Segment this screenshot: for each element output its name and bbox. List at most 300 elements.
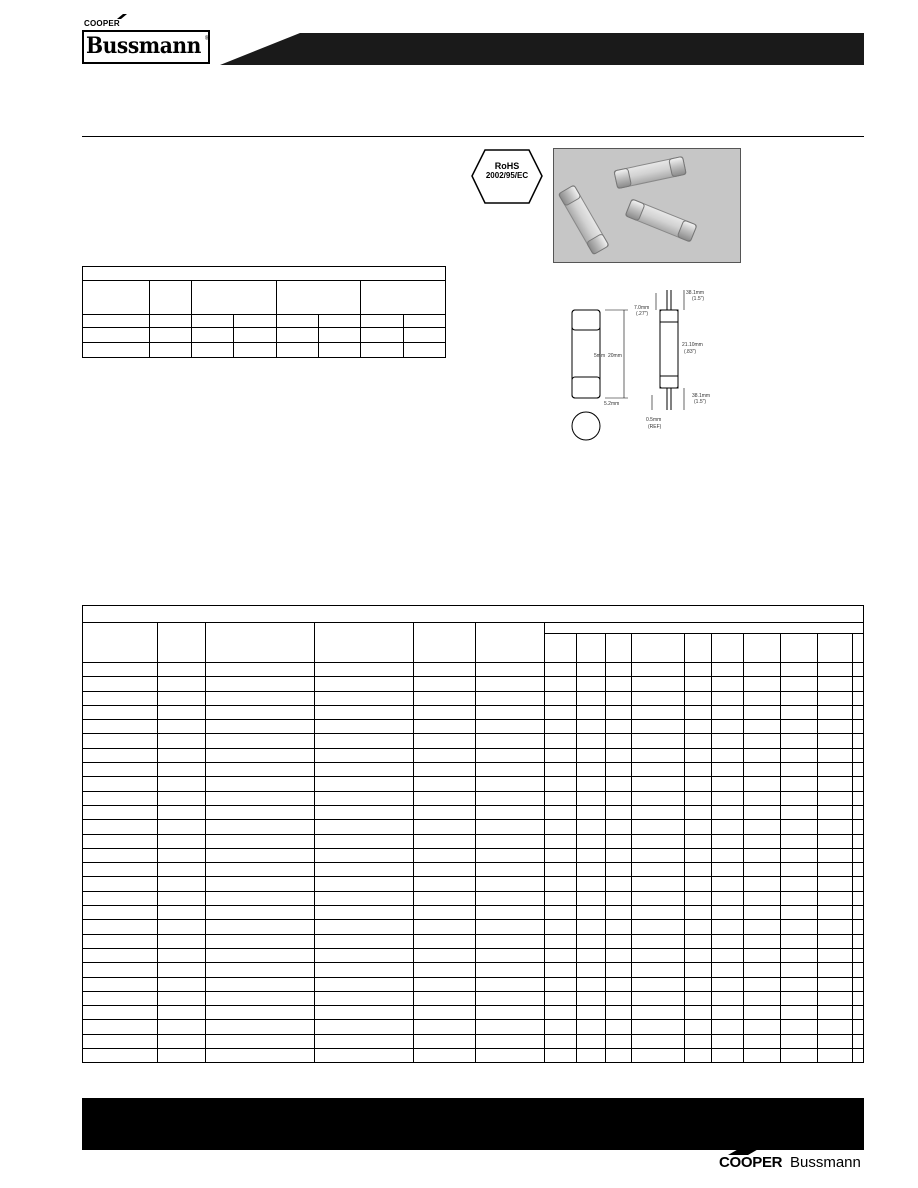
table-row <box>83 343 446 358</box>
table-cell <box>632 663 685 677</box>
table-cell <box>414 834 476 848</box>
table-cell <box>315 863 414 877</box>
table-cell <box>158 805 206 819</box>
table-header-cell <box>606 634 632 663</box>
table-cell <box>606 1020 632 1034</box>
table-cell <box>158 820 206 834</box>
table-cell <box>712 891 744 905</box>
table-cell <box>577 963 606 977</box>
table-cell <box>577 763 606 777</box>
table-cell <box>818 948 853 962</box>
table-cell <box>818 805 853 819</box>
table-cell <box>853 705 864 719</box>
table-cell <box>83 820 158 834</box>
table-cell <box>606 691 632 705</box>
table-cell <box>414 948 476 962</box>
table-cell <box>685 805 712 819</box>
table-cell <box>315 977 414 991</box>
table-cell <box>606 963 632 977</box>
table-cell <box>818 748 853 762</box>
table-cell <box>315 677 414 691</box>
table-cell <box>685 763 712 777</box>
table-cell <box>545 977 577 991</box>
table-cell <box>545 677 577 691</box>
brand-cooper-small: COOPER <box>84 19 120 28</box>
table-cell <box>632 906 685 920</box>
table-cell <box>685 906 712 920</box>
table-cell <box>414 691 476 705</box>
table-cell <box>606 705 632 719</box>
table-cell <box>744 934 781 948</box>
table-cell <box>476 877 545 891</box>
table-cell <box>315 1034 414 1048</box>
table-cell <box>853 820 864 834</box>
table-cell <box>158 691 206 705</box>
table-cell <box>158 920 206 934</box>
table-cell <box>606 663 632 677</box>
table-cell <box>577 977 606 991</box>
table-cell <box>685 691 712 705</box>
table-cell <box>744 948 781 962</box>
table-cell <box>414 805 476 819</box>
table-cell <box>744 891 781 905</box>
table-header-cell <box>545 634 577 663</box>
table-cell <box>158 906 206 920</box>
table-cell <box>158 1049 206 1063</box>
table-cell <box>414 1020 476 1034</box>
table-cell <box>606 763 632 777</box>
table-cell <box>853 763 864 777</box>
table-cell <box>781 777 818 791</box>
table-cell <box>315 934 414 948</box>
table-row <box>83 991 864 1005</box>
table-cell <box>315 963 414 977</box>
table-cell <box>606 863 632 877</box>
table-cell <box>606 920 632 934</box>
table-cell <box>712 948 744 962</box>
table-cell <box>206 805 315 819</box>
table-cell <box>685 1006 712 1020</box>
table-cell <box>414 963 476 977</box>
table-cell <box>853 677 864 691</box>
table-cell <box>712 977 744 991</box>
table-cell <box>206 763 315 777</box>
table-cell <box>577 805 606 819</box>
table-cell <box>685 677 712 691</box>
table-cell <box>545 834 577 848</box>
table-cell <box>206 777 315 791</box>
table-row <box>83 863 864 877</box>
table-cell <box>315 805 414 819</box>
table-cell <box>83 848 158 862</box>
table-cell <box>744 748 781 762</box>
table-cell <box>83 677 158 691</box>
table-cell <box>781 677 818 691</box>
table-cell <box>781 834 818 848</box>
table-cell <box>315 820 414 834</box>
table-cell <box>158 705 206 719</box>
table-cell <box>606 805 632 819</box>
table-cell <box>476 906 545 920</box>
table-cell <box>83 1020 158 1034</box>
table-title-cell <box>83 606 864 623</box>
table-cell <box>853 977 864 991</box>
dim-wire: 0.5mm <box>646 417 662 423</box>
table-cell <box>545 734 577 748</box>
table-cell <box>206 748 315 762</box>
dim-body: 20mm <box>608 353 622 359</box>
table-cell <box>685 820 712 834</box>
table-row <box>83 705 864 719</box>
table-cell <box>712 1020 744 1034</box>
table-cell <box>414 906 476 920</box>
table-cell <box>606 677 632 691</box>
table-cell <box>315 748 414 762</box>
table-row <box>83 328 446 343</box>
table-cell <box>818 906 853 920</box>
table-cell <box>476 805 545 819</box>
table-cell <box>632 691 685 705</box>
table-cell <box>712 663 744 677</box>
table-cell <box>781 663 818 677</box>
table-header-cell <box>712 634 744 663</box>
table-cell <box>712 691 744 705</box>
table-cell <box>781 948 818 962</box>
table-header-cell <box>545 623 864 634</box>
table-cell <box>83 1049 158 1063</box>
table-cell <box>83 748 158 762</box>
table-cell <box>206 920 315 934</box>
table-cell <box>818 777 853 791</box>
footer-brand-bussmann: Bussmann <box>790 1154 861 1171</box>
table-cell <box>853 963 864 977</box>
table-cell <box>158 963 206 977</box>
table-cell <box>685 1020 712 1034</box>
table-cell <box>781 906 818 920</box>
table-cell <box>818 1006 853 1020</box>
table-cell <box>577 777 606 791</box>
table-cell <box>818 705 853 719</box>
table-cell <box>685 1034 712 1048</box>
table-cell <box>781 1034 818 1048</box>
table-cell <box>606 877 632 891</box>
table-cell <box>606 848 632 862</box>
table-cell <box>206 877 315 891</box>
table-cell <box>853 691 864 705</box>
table-cell <box>818 763 853 777</box>
table-cell <box>315 720 414 734</box>
rohs-badge-directive: 2002/95/EC <box>485 171 529 180</box>
table-cell <box>315 948 414 962</box>
table-cell <box>206 1049 315 1063</box>
table-cell <box>606 834 632 848</box>
table-cell <box>315 920 414 934</box>
table-cell <box>545 763 577 777</box>
table-header-cell <box>744 634 781 663</box>
dim-diameter: 5.2mm <box>604 401 620 407</box>
table-cell <box>158 791 206 805</box>
table-cell <box>315 763 414 777</box>
table-cell <box>744 1034 781 1048</box>
table-cell <box>414 777 476 791</box>
table-cell <box>83 734 158 748</box>
table-cell <box>414 991 476 1005</box>
table-cell <box>632 777 685 791</box>
table-cell <box>685 791 712 805</box>
table-cell <box>545 705 577 719</box>
table-cell <box>853 720 864 734</box>
table-cell <box>414 734 476 748</box>
table-header-cell <box>315 623 414 663</box>
table-cell <box>632 1006 685 1020</box>
table-cell <box>545 891 577 905</box>
table-cell <box>476 748 545 762</box>
table-cell <box>818 848 853 862</box>
table-cell <box>414 1006 476 1020</box>
table-cell <box>577 920 606 934</box>
dim-body-mm: 5mm <box>594 353 606 359</box>
table-cell <box>632 763 685 777</box>
table-cell <box>606 977 632 991</box>
table-cell <box>853 663 864 677</box>
table-cell <box>577 734 606 748</box>
table-header-cell <box>83 281 150 315</box>
table-cell <box>315 848 414 862</box>
table-cell <box>158 891 206 905</box>
table-cell <box>206 834 315 848</box>
table-cell <box>818 834 853 848</box>
table-cell <box>632 877 685 891</box>
table-cell <box>606 1034 632 1048</box>
table-cell <box>712 934 744 948</box>
table-cell <box>315 891 414 905</box>
table-cell <box>83 791 158 805</box>
table-cell <box>206 991 315 1005</box>
table-cell <box>853 948 864 962</box>
table-cell <box>476 948 545 962</box>
table-row <box>83 906 864 920</box>
table-header-cell <box>476 623 545 663</box>
table-cell <box>853 991 864 1005</box>
table-cell <box>781 691 818 705</box>
table-cell <box>712 848 744 862</box>
table-cell <box>476 1006 545 1020</box>
table-cell <box>414 748 476 762</box>
table-cell <box>685 705 712 719</box>
table-cell <box>206 691 315 705</box>
table-cell <box>781 977 818 991</box>
table-cell <box>744 863 781 877</box>
table-cell <box>632 963 685 977</box>
table-header-cell <box>361 281 446 315</box>
table-cell <box>545 663 577 677</box>
table-cell <box>83 663 158 677</box>
table-cell <box>414 877 476 891</box>
table-cell <box>685 834 712 848</box>
table-header-cell <box>158 623 206 663</box>
table-cell <box>83 863 158 877</box>
table-row <box>83 748 864 762</box>
table-cell <box>83 877 158 891</box>
table-cell <box>315 663 414 677</box>
table-row <box>83 963 864 977</box>
table-cell <box>606 891 632 905</box>
table-cell <box>712 1006 744 1020</box>
table-cell <box>818 734 853 748</box>
table-cell <box>158 777 206 791</box>
brand-registered-mark: ® <box>205 36 210 42</box>
table-cell <box>83 720 158 734</box>
table-row <box>83 834 864 848</box>
table-cell <box>315 991 414 1005</box>
table-cell <box>712 963 744 977</box>
table-cell <box>206 720 315 734</box>
table-row <box>83 848 864 862</box>
dim-bottom-lead-inch: (1.5") <box>694 399 707 405</box>
table-cell <box>83 977 158 991</box>
table-cell <box>818 891 853 905</box>
table-cell <box>476 920 545 934</box>
table-cell <box>744 963 781 977</box>
table-cell <box>853 1006 864 1020</box>
table-cell <box>685 891 712 905</box>
table-cell <box>545 720 577 734</box>
table-cell <box>476 777 545 791</box>
agency-ratings-table <box>82 266 446 358</box>
table-cell <box>83 1006 158 1020</box>
table-cell <box>712 834 744 848</box>
table-cell <box>606 777 632 791</box>
table-cell <box>476 691 545 705</box>
table-cell <box>315 877 414 891</box>
table-cell <box>744 877 781 891</box>
dim-top-lead: 38.1mm <box>686 290 705 296</box>
table-cell <box>158 863 206 877</box>
table-cell <box>781 1049 818 1063</box>
table-header-cell <box>206 623 315 663</box>
table-row <box>83 1049 864 1063</box>
table-cell <box>781 1006 818 1020</box>
table-cell <box>158 663 206 677</box>
table-cell <box>781 991 818 1005</box>
table-cell <box>606 820 632 834</box>
dim-total: 21.10mm <box>682 342 703 348</box>
table-cell <box>545 791 577 805</box>
table-cell <box>744 691 781 705</box>
table-cell <box>206 906 315 920</box>
table-cell <box>632 1049 685 1063</box>
table-cell <box>414 720 476 734</box>
table-header-cell <box>149 281 191 315</box>
table-cell <box>685 934 712 948</box>
table-cell <box>83 763 158 777</box>
table-cell <box>545 1049 577 1063</box>
table-cell <box>818 877 853 891</box>
table-header-cell <box>577 634 606 663</box>
table-cell <box>712 863 744 877</box>
table-cell <box>577 677 606 691</box>
table-cell <box>476 720 545 734</box>
table-row <box>83 1034 864 1048</box>
table-cell <box>853 1049 864 1063</box>
table-cell <box>476 977 545 991</box>
table-cell <box>781 963 818 977</box>
table-cell <box>476 934 545 948</box>
table-cell <box>632 720 685 734</box>
table-cell <box>206 863 315 877</box>
table-cell <box>577 834 606 848</box>
table-cell <box>685 848 712 862</box>
table-cell <box>158 1034 206 1048</box>
table-cell <box>744 663 781 677</box>
table-cell <box>476 820 545 834</box>
table-header-cell <box>632 634 685 663</box>
table-cell <box>577 891 606 905</box>
table-cell <box>476 834 545 848</box>
table-cell <box>712 991 744 1005</box>
table-cell <box>781 791 818 805</box>
table-cell <box>545 1034 577 1048</box>
table-cell <box>632 1020 685 1034</box>
table-cell <box>781 705 818 719</box>
table-cell <box>712 920 744 934</box>
table-cell <box>206 948 315 962</box>
table-cell <box>853 877 864 891</box>
table-row <box>83 820 864 834</box>
table-cell <box>685 720 712 734</box>
table-row <box>83 677 864 691</box>
table-row <box>83 934 864 948</box>
table-cell <box>545 906 577 920</box>
table-cell <box>414 705 476 719</box>
table-cell <box>414 791 476 805</box>
table-cell <box>744 820 781 834</box>
table-cell <box>476 705 545 719</box>
table-cell <box>545 848 577 862</box>
fuse-photo-image <box>554 149 741 263</box>
table-cell <box>818 791 853 805</box>
table-cell <box>206 820 315 834</box>
table-cell <box>744 991 781 1005</box>
table-cell <box>206 663 315 677</box>
table-cell <box>632 748 685 762</box>
table-row <box>83 691 864 705</box>
table-cell <box>853 734 864 748</box>
table-cell <box>712 791 744 805</box>
table-cell <box>158 748 206 762</box>
table-cell <box>712 748 744 762</box>
table-cell <box>712 1049 744 1063</box>
table-row <box>83 891 864 905</box>
table-cell <box>606 906 632 920</box>
footer-brand-cooper: COOPER <box>719 1154 783 1171</box>
table-cell <box>781 734 818 748</box>
table-cell <box>206 977 315 991</box>
rohs-badge-label: RoHS <box>494 161 520 171</box>
table-cell <box>685 863 712 877</box>
table-cell <box>476 663 545 677</box>
table-cell <box>818 691 853 705</box>
table-cell <box>632 734 685 748</box>
table-cell <box>853 906 864 920</box>
table-cell <box>414 677 476 691</box>
table-cell <box>632 834 685 848</box>
table-cell <box>744 705 781 719</box>
table-cell <box>744 920 781 934</box>
table-cell <box>577 820 606 834</box>
table-cell <box>158 1006 206 1020</box>
brand-bussmann: Bussmann <box>86 33 201 59</box>
